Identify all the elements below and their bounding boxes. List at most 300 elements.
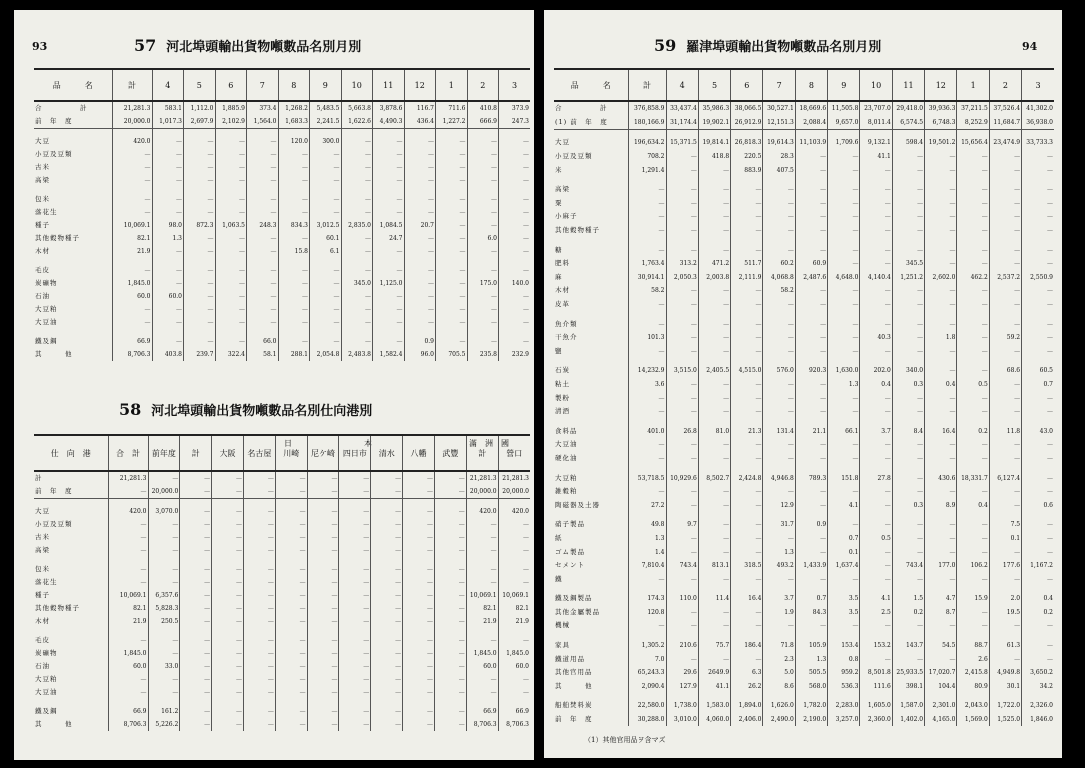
- table-cell: —: [698, 405, 730, 419]
- row-label: 大豆: [35, 137, 50, 145]
- table-cell: —: [310, 258, 342, 277]
- table-cell: 3,257.0: [828, 713, 860, 727]
- table-cell: —: [957, 405, 989, 419]
- table-row: [34, 660, 530, 673]
- table-cell: —: [666, 197, 698, 211]
- table-cell: —: [180, 499, 212, 519]
- table-cell: —: [278, 316, 310, 329]
- table-cell: —: [989, 619, 1021, 633]
- table-cell: —: [1022, 345, 1054, 359]
- table-cell: 65,243.3: [628, 666, 666, 680]
- table-row: [34, 316, 530, 329]
- row-label: 炭礦物: [35, 279, 58, 287]
- table-cell: —: [763, 210, 795, 224]
- table-cell: —: [860, 438, 892, 452]
- table-cell: —: [957, 438, 989, 452]
- table-cell: —: [371, 699, 403, 718]
- table-cell: —: [215, 303, 247, 316]
- table-cell: 21.9: [498, 615, 530, 628]
- table-cell: —: [371, 615, 403, 628]
- table-cell: —: [628, 298, 666, 312]
- table-cell: —: [341, 232, 373, 245]
- table-cell: 2,602.0: [925, 271, 957, 285]
- table-cell: 6,127.4: [989, 465, 1021, 485]
- table-cell: —: [1022, 210, 1054, 224]
- table-row: [34, 115, 530, 129]
- table-cell: 60.0: [108, 660, 148, 673]
- table-cell: —: [403, 647, 435, 660]
- table-row: [554, 237, 1054, 257]
- table-cell: 2,088.4: [795, 116, 827, 130]
- table-cell: 2.6: [957, 652, 989, 666]
- table-cell: —: [212, 647, 244, 660]
- table-row: [554, 150, 1054, 164]
- table-cell: —: [215, 129, 247, 149]
- row-label: 機械: [555, 621, 570, 630]
- table-cell: —: [180, 699, 212, 718]
- table-cell: —: [339, 557, 371, 576]
- table-cell: 41.1: [698, 680, 730, 694]
- table-cell: —: [341, 148, 373, 161]
- table-cell: 2.5: [860, 606, 892, 620]
- table-cell: —: [860, 452, 892, 466]
- table-cell: 21.9: [108, 615, 148, 628]
- table-cell: —: [434, 647, 466, 660]
- table-cell: —: [828, 210, 860, 224]
- table-cell: —: [436, 329, 468, 348]
- table-cell: 26,818.3: [731, 130, 763, 150]
- table-cell: 598.4: [892, 130, 924, 150]
- table-57-number: 57: [134, 36, 157, 55]
- row-label: 船舶焚料炭: [555, 701, 593, 710]
- table-cell: —: [112, 187, 152, 206]
- table-cell: —: [148, 531, 180, 544]
- table-cell: 1,017.3: [152, 115, 184, 129]
- table-cell: 60.2: [763, 257, 795, 271]
- table-row: [34, 187, 530, 206]
- table-cell: —: [307, 531, 339, 544]
- table-cell: —: [373, 316, 405, 329]
- table-cell: 1,846.0: [1022, 713, 1054, 727]
- table-cell: —: [307, 615, 339, 628]
- table-cell: —: [339, 531, 371, 544]
- table-cell: —: [373, 187, 405, 206]
- table-cell: 35,986.3: [698, 101, 730, 116]
- table-cell: —: [339, 485, 371, 499]
- table-cell: —: [436, 258, 468, 277]
- table-cell: —: [666, 177, 698, 197]
- table-cell: 6,357.6: [148, 589, 180, 602]
- table-cell: —: [763, 391, 795, 405]
- row-label: 粘土: [555, 379, 570, 388]
- footnote: （1）其他官用品ヲ含マズ: [584, 736, 666, 744]
- table-cell: 2,050.3: [666, 271, 698, 285]
- table-cell: —: [403, 576, 435, 589]
- table-cell: —: [925, 652, 957, 666]
- row-label: 高梁: [35, 176, 50, 184]
- table-cell: —: [215, 329, 247, 348]
- table-cell: —: [184, 206, 216, 219]
- t57-header: 品 名: [34, 69, 112, 101]
- table-cell: 127.9: [666, 680, 698, 694]
- table-row: [34, 174, 530, 187]
- table-cell: —: [436, 245, 468, 258]
- table-cell: —: [436, 219, 468, 232]
- table-cell: 36,938.0: [1022, 116, 1054, 130]
- table-cell: —: [498, 531, 530, 544]
- table-cell: —: [434, 557, 466, 576]
- table-cell: 10,069.1: [112, 219, 152, 232]
- table-cell: —: [795, 311, 827, 331]
- table-cell: 116.7: [404, 101, 436, 115]
- table-cell: —: [828, 391, 860, 405]
- table-cell: 23,474.9: [989, 130, 1021, 150]
- table-cell: —: [371, 628, 403, 647]
- table-cell: —: [1022, 652, 1054, 666]
- table-cell: 430.6: [925, 465, 957, 485]
- table-cell: 2,406.0: [731, 713, 763, 727]
- table-cell: 2,326.0: [1022, 693, 1054, 713]
- table-cell: —: [925, 545, 957, 559]
- table-cell: —: [925, 572, 957, 586]
- table-cell: —: [310, 187, 342, 206]
- t57-header: 計: [112, 69, 152, 101]
- table-cell: 120.0: [278, 129, 310, 149]
- table-cell: 834.3: [278, 219, 310, 232]
- table-cell: 66.9: [498, 699, 530, 718]
- table-cell: —: [925, 257, 957, 271]
- table-row: [34, 499, 530, 519]
- table-cell: —: [373, 129, 405, 149]
- table-cell: —: [795, 150, 827, 164]
- table-cell: —: [892, 163, 924, 177]
- table-cell: —: [892, 652, 924, 666]
- table-cell: —: [731, 652, 763, 666]
- table-cell: —: [666, 572, 698, 586]
- table-cell: 8.7: [925, 606, 957, 620]
- table-cell: —: [731, 237, 763, 257]
- table-cell: —: [403, 471, 435, 485]
- table-cell: 140.0: [499, 277, 531, 290]
- table-cell: —: [892, 224, 924, 238]
- row-label: 種子: [35, 221, 50, 229]
- table-cell: —: [307, 628, 339, 647]
- table-cell: —: [828, 452, 860, 466]
- table-cell: —: [403, 531, 435, 544]
- table-cell: 1,626.0: [763, 693, 795, 713]
- row-label: 前 年 度: [555, 715, 593, 724]
- table-cell: 33.0: [148, 660, 180, 673]
- table-cell: —: [698, 177, 730, 197]
- table-cell: 8,706.3: [108, 718, 148, 731]
- table-cell: —: [925, 619, 957, 633]
- table-cell: —: [112, 206, 152, 219]
- table-cell: —: [498, 628, 530, 647]
- table-row: [554, 512, 1054, 532]
- table-row: [554, 713, 1054, 727]
- t58-header: 仕 向 港: [34, 435, 108, 471]
- table-row: [34, 206, 530, 219]
- table-cell: —: [892, 405, 924, 419]
- table-cell: —: [339, 576, 371, 589]
- table-cell: —: [278, 290, 310, 303]
- table-cell: —: [892, 177, 924, 197]
- table-cell: —: [373, 161, 405, 174]
- table-cell: —: [628, 345, 666, 359]
- table-cell: —: [957, 331, 989, 345]
- table-cell: —: [152, 129, 184, 149]
- table-cell: —: [467, 258, 499, 277]
- table-cell: 1,637.4: [828, 559, 860, 573]
- row-label: 製粉: [555, 393, 570, 402]
- table-row: [34, 129, 530, 149]
- table-cell: —: [152, 206, 184, 219]
- table-cell: 1,885.9: [215, 101, 247, 115]
- table-cell: —: [404, 316, 436, 329]
- table-cell: —: [731, 498, 763, 512]
- table-cell: 4,515.0: [731, 358, 763, 378]
- table-cell: 7.5: [989, 512, 1021, 532]
- table-cell: 313.2: [666, 257, 698, 271]
- table-cell: —: [1022, 619, 1054, 633]
- table-cell: —: [957, 210, 989, 224]
- table-cell: —: [731, 284, 763, 298]
- table-cell: 175.0: [467, 277, 499, 290]
- table-cell: 8,502.7: [698, 465, 730, 485]
- t58-header: 計: [466, 435, 498, 471]
- table-cell: —: [698, 311, 730, 331]
- table-row: [554, 438, 1054, 452]
- table-cell: 4,140.4: [860, 271, 892, 285]
- table-cell: 11.8: [989, 418, 1021, 438]
- table-cell: —: [925, 405, 957, 419]
- table-cell: —: [434, 471, 466, 485]
- table-cell: —: [339, 628, 371, 647]
- table-cell: —: [212, 557, 244, 576]
- table-cell: 96.0: [404, 348, 436, 361]
- table-cell: —: [403, 718, 435, 731]
- table-cell: 15,656.4: [957, 130, 989, 150]
- table-cell: 0.1: [989, 532, 1021, 546]
- table-cell: —: [731, 572, 763, 586]
- table-cell: —: [275, 518, 307, 531]
- table-cell: 1.4: [628, 545, 666, 559]
- row-label: 大豆: [35, 507, 50, 515]
- row-label: 計: [35, 474, 43, 482]
- table-cell: —: [184, 258, 216, 277]
- table-cell: —: [278, 232, 310, 245]
- table-cell: —: [698, 284, 730, 298]
- table-cell: —: [310, 290, 342, 303]
- table-cell: 19,501.2: [925, 130, 957, 150]
- row-label: 小豆及豆類: [35, 520, 73, 528]
- table-cell: —: [307, 499, 339, 519]
- table-cell: 743.4: [666, 559, 698, 573]
- table-cell: —: [763, 438, 795, 452]
- table-cell: —: [212, 686, 244, 699]
- table-cell: —: [957, 284, 989, 298]
- table-cell: —: [341, 129, 373, 149]
- row-label: 毛皮: [35, 266, 50, 274]
- left-page: [14, 10, 534, 760]
- table-cell: 21,281.3: [466, 471, 498, 485]
- table-cell: —: [499, 329, 531, 348]
- table-cell: —: [860, 619, 892, 633]
- table-cell: —: [731, 210, 763, 224]
- table-cell: —: [925, 452, 957, 466]
- table-cell: 84.3: [795, 606, 827, 620]
- table-cell: —: [339, 602, 371, 615]
- table-row: [34, 589, 530, 602]
- row-label: 包米: [35, 565, 50, 573]
- table-cell: —: [371, 660, 403, 673]
- table-cell: —: [243, 518, 275, 531]
- table-cell: —: [152, 316, 184, 329]
- table-cell: —: [180, 471, 212, 485]
- table-cell: —: [731, 512, 763, 532]
- row-label: 小麻子: [555, 212, 578, 221]
- table-cell: —: [436, 187, 468, 206]
- table-cell: 2,241.5: [310, 115, 342, 129]
- table-cell: 104.4: [925, 680, 957, 694]
- table-cell: —: [892, 237, 924, 257]
- table-row: [554, 680, 1054, 694]
- table-cell: —: [892, 512, 924, 532]
- table-cell: —: [152, 161, 184, 174]
- table-cell: 1,722.0: [989, 693, 1021, 713]
- table-cell: —: [436, 303, 468, 316]
- table-cell: —: [499, 258, 531, 277]
- table-cell: 248.3: [247, 219, 279, 232]
- table-cell: —: [628, 210, 666, 224]
- table-cell: 82.1: [108, 602, 148, 615]
- table-cell: —: [1022, 224, 1054, 238]
- table-cell: —: [666, 210, 698, 224]
- table-cell: —: [698, 619, 730, 633]
- table-cell: 30.1: [989, 680, 1021, 694]
- row-label: 大豆油: [35, 688, 58, 696]
- table-cell: 6,574.5: [892, 116, 924, 130]
- table-cell: —: [339, 518, 371, 531]
- t57-header: 11: [373, 69, 405, 101]
- table-cell: 20,000.0: [498, 485, 530, 499]
- table-cell: —: [310, 161, 342, 174]
- table-cell: —: [1022, 405, 1054, 419]
- table-cell: 1,683.3: [278, 115, 310, 129]
- table-cell: —: [243, 686, 275, 699]
- table-cell: —: [466, 557, 498, 576]
- table-cell: —: [795, 177, 827, 197]
- table-cell: —: [795, 438, 827, 452]
- row-label: 紙: [555, 533, 563, 542]
- table-cell: 4,165.0: [925, 713, 957, 727]
- table-cell: 1,845.0: [466, 647, 498, 660]
- row-label: 古米: [35, 533, 50, 541]
- table-59-title-text: 羅津埠頭輸出貨物噸數品名別月別: [686, 40, 882, 55]
- table-cell: 0.8: [828, 652, 860, 666]
- row-label: 皮革: [555, 300, 570, 309]
- t58-header: 營口: [498, 435, 530, 471]
- table-cell: —: [212, 531, 244, 544]
- table-row: [34, 245, 530, 258]
- table-cell: —: [404, 290, 436, 303]
- table-cell: 576.0: [763, 358, 795, 378]
- table-cell: —: [373, 174, 405, 187]
- table-cell: —: [989, 405, 1021, 419]
- table-cell: —: [339, 686, 371, 699]
- t57-header: 8: [278, 69, 310, 101]
- row-label: 其他官用品: [555, 668, 593, 677]
- table-cell: —: [731, 378, 763, 392]
- table-row: [34, 348, 530, 361]
- table-cell: —: [184, 232, 216, 245]
- table-cell: —: [666, 163, 698, 177]
- table-cell: —: [795, 572, 827, 586]
- table-cell: —: [180, 718, 212, 731]
- table-cell: —: [989, 257, 1021, 271]
- table-cell: —: [925, 224, 957, 238]
- table-cell: 2,283.0: [828, 693, 860, 713]
- table-row: [554, 633, 1054, 653]
- table-cell: —: [925, 150, 957, 164]
- table-cell: 666.9: [467, 115, 499, 129]
- table-cell: —: [763, 197, 795, 211]
- table-cell: 410.8: [467, 101, 499, 115]
- table-cell: 111.6: [860, 680, 892, 694]
- table-cell: —: [467, 290, 499, 303]
- table-cell: —: [307, 699, 339, 718]
- table-cell: 177.0: [925, 559, 957, 573]
- row-label: 大豆油: [555, 440, 578, 449]
- table-cell: 5,828.3: [148, 602, 180, 615]
- table-cell: —: [436, 161, 468, 174]
- table-cell: —: [152, 187, 184, 206]
- row-label: 木材: [35, 247, 50, 255]
- table-cell: —: [925, 311, 957, 331]
- table-cell: —: [466, 628, 498, 647]
- table-cell: 1,167.2: [1022, 559, 1054, 573]
- table-cell: —: [212, 660, 244, 673]
- table-cell: 418.8: [698, 150, 730, 164]
- table-cell: 120.8: [628, 606, 666, 620]
- table-cell: —: [403, 628, 435, 647]
- table-cell: —: [112, 303, 152, 316]
- table-cell: —: [731, 619, 763, 633]
- table-cell: 1,845.0: [112, 277, 152, 290]
- table-cell: —: [698, 498, 730, 512]
- table-cell: —: [434, 544, 466, 557]
- table-cell: 19.5: [989, 606, 1021, 620]
- table-cell: 420.0: [466, 499, 498, 519]
- table-cell: 568.0: [795, 680, 827, 694]
- table-cell: —: [989, 485, 1021, 499]
- table-cell: 340.0: [892, 358, 924, 378]
- table-cell: 420.0: [108, 499, 148, 519]
- table-cell: —: [434, 499, 466, 519]
- table-row: [554, 177, 1054, 197]
- table-cell: 0.4: [860, 378, 892, 392]
- row-label: 硬化油: [555, 453, 578, 462]
- table-cell: —: [467, 174, 499, 187]
- table-cell: 10,929.6: [666, 465, 698, 485]
- table-row: [554, 452, 1054, 466]
- table-cell: —: [403, 699, 435, 718]
- table-cell: —: [247, 277, 279, 290]
- table-cell: 196,634.2: [628, 130, 666, 150]
- table-cell: 1,112.0: [184, 101, 216, 115]
- table-cell: —: [795, 345, 827, 359]
- table-cell: —: [180, 589, 212, 602]
